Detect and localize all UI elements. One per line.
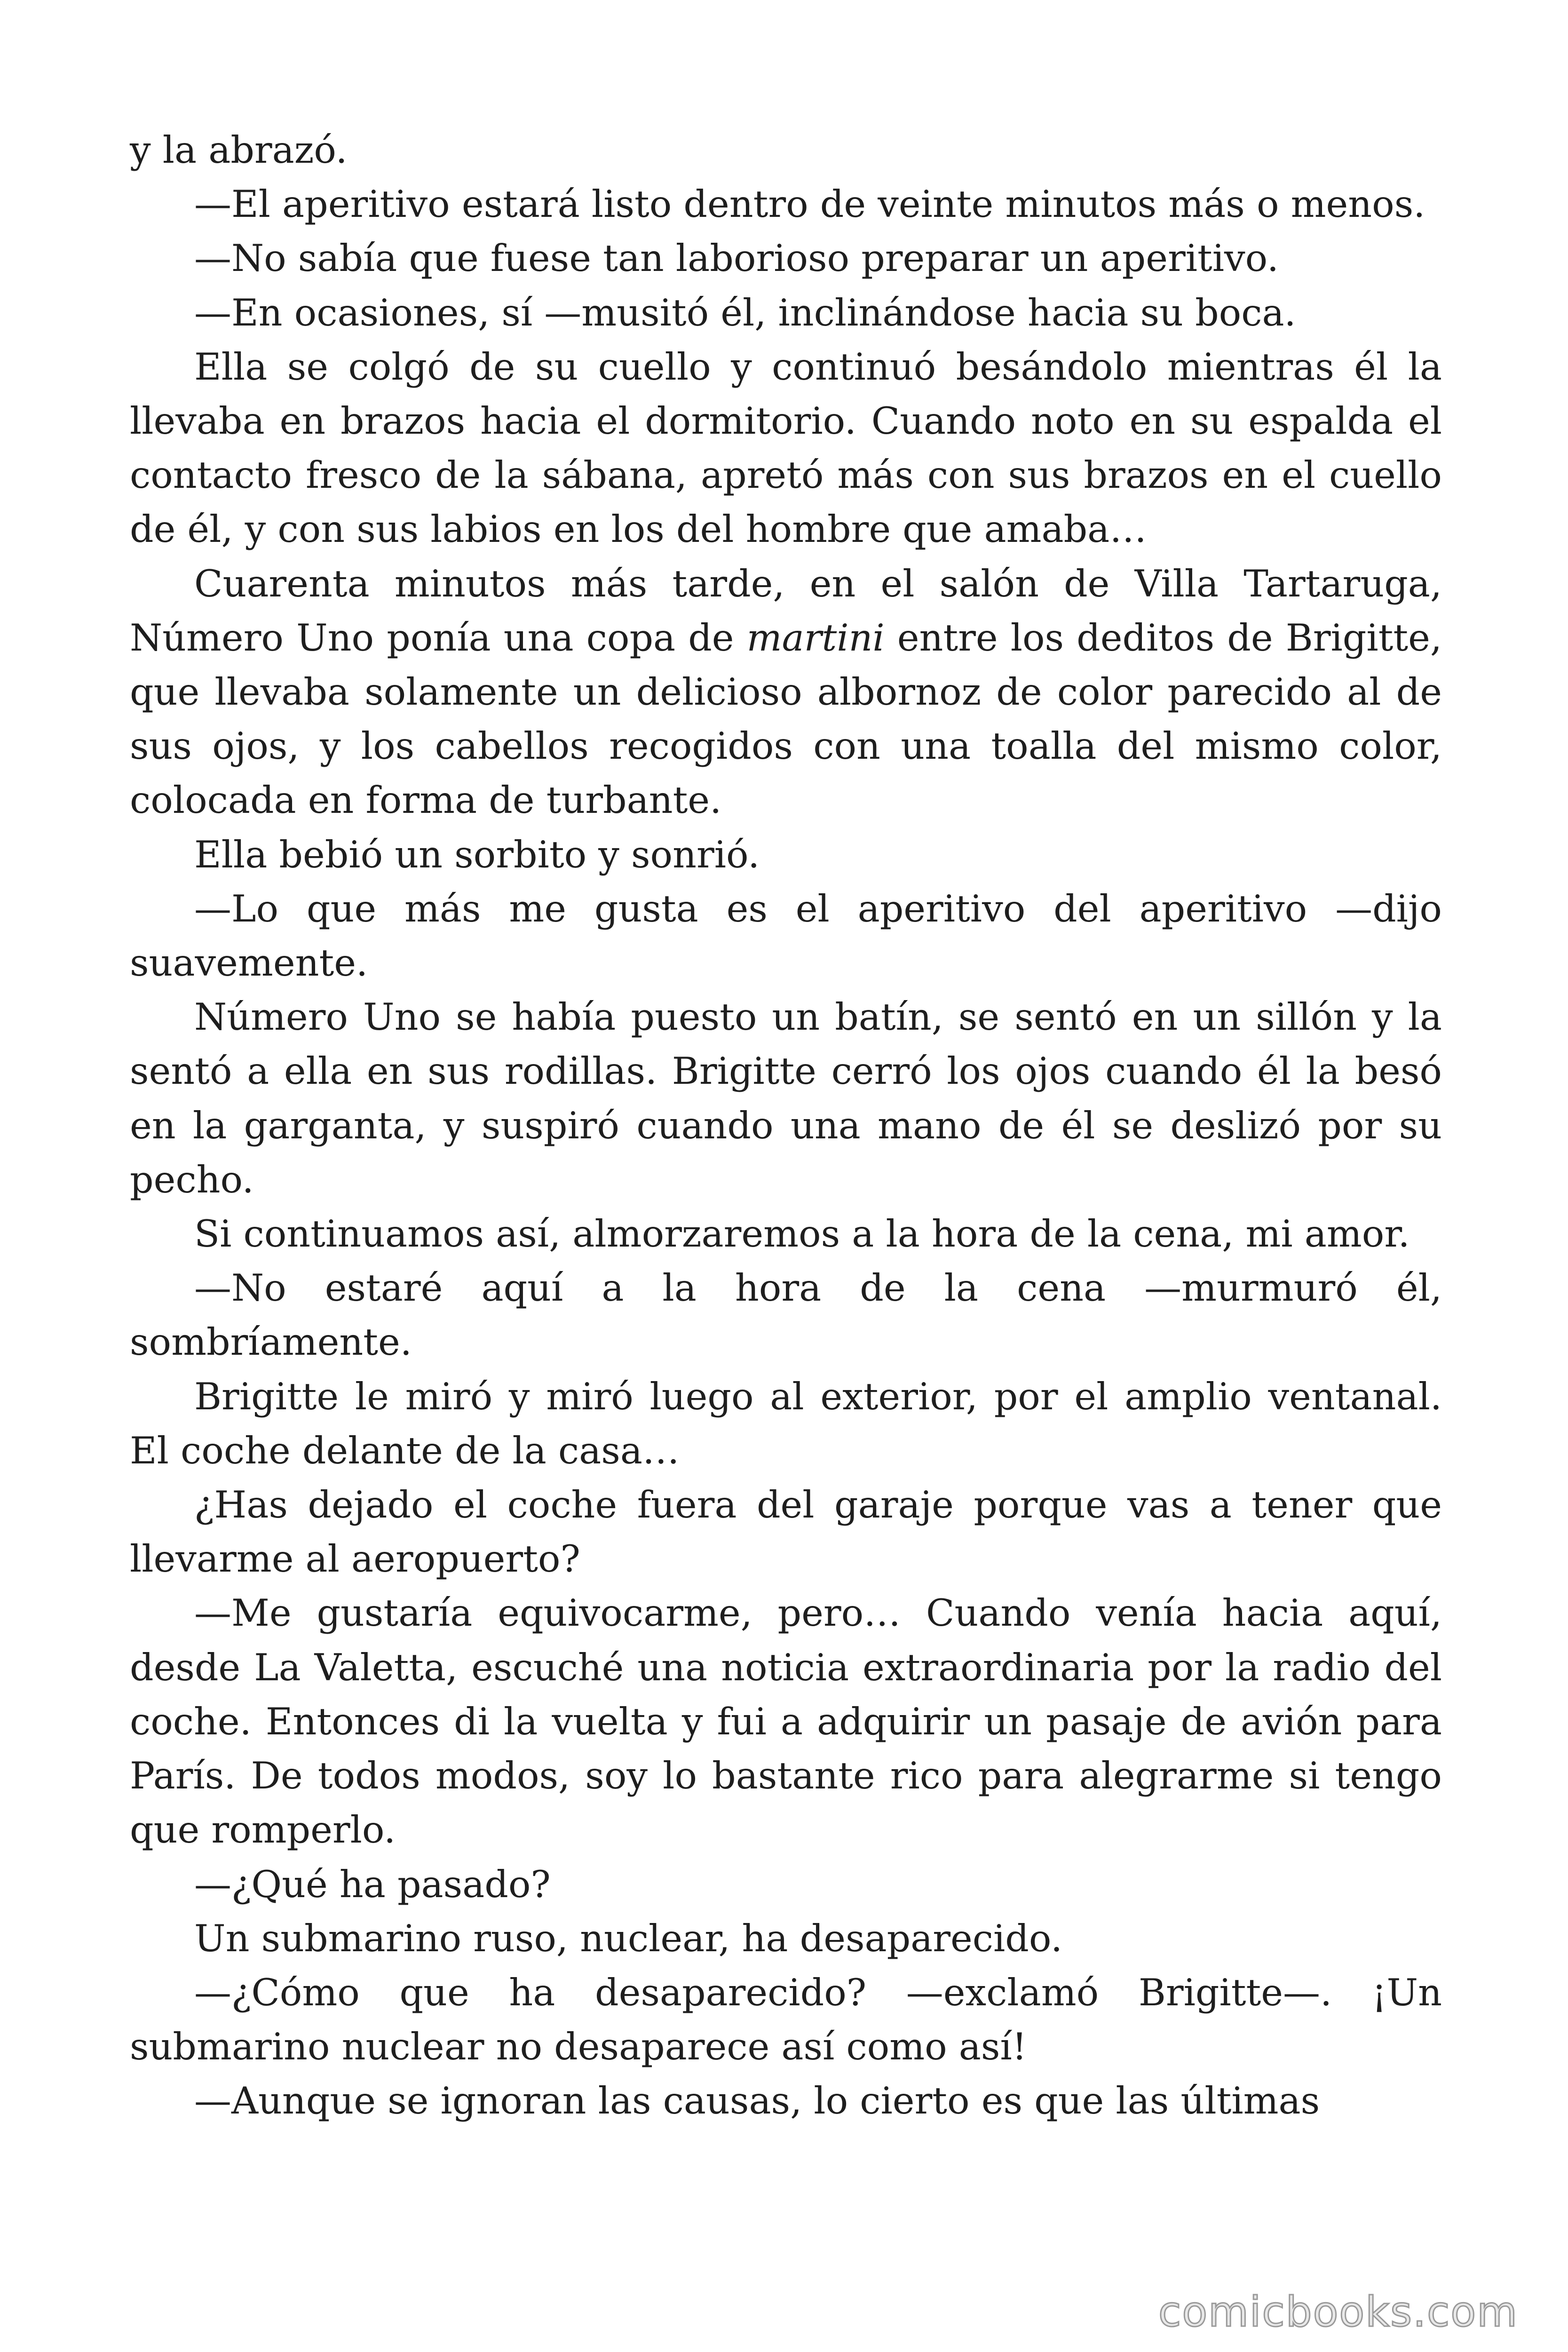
italic-martini: martini <box>746 616 885 660</box>
paragraph-9: Número Uno se había puesto un batín, se sentó en un sillón y la sentó a ella en sus rodillas. Brigitte cerró los ojos cuando él la besó en la garganta, y suspiró cuando una mano de él se deslizó por su pecho. <box>130 995 1442 1201</box>
paragraph-4: —En ocasiones, sí —musitó él, inclinándose hacia su boca. <box>194 291 1296 334</box>
paragraph-18: —Aunque se ignoran las causas, lo cierto es que las últimas <box>194 2079 1320 2123</box>
paragraph-16: Un submarino ruso, nuclear, ha desaparecido. <box>194 1916 1063 1960</box>
paragraph-11: —No estaré aquí a la hora de la cena —murmuró él, sombríamente. <box>130 1266 1442 1364</box>
paragraph-12: Brigitte le miró y miró luego al exterior, por el amplio ventanal. El coche delante de la casa… <box>130 1375 1442 1472</box>
paragraph-5: Ella se colgó de su cuello y continuó besándolo mientras él la llevaba en brazos hacia el dormitorio. Cuando noto en su espalda el contacto fresco de la sábana, apretó más con sus brazos en el cuello de él, y con sus labios en los del hombre que amaba… <box>130 345 1442 551</box>
paragraph-15: —¿Qué ha pasado? <box>194 1862 551 1906</box>
paragraph-17: —¿Cómo que ha desaparecido? —exclamó Brigitte—. ¡Un submarino nuclear no desaparece así como así! <box>130 1971 1442 2069</box>
paragraph-8: —Lo que más me gusta es el aperitivo del aperitivo —dijo suavemente. <box>130 887 1442 985</box>
paragraph-3: —No sabía que fuese tan laborioso preparar un aperitivo. <box>194 237 1279 280</box>
watermark-text: comicbooks.com <box>1158 2288 1518 2336</box>
paragraph-1: y la abrazó. <box>130 128 348 172</box>
paragraph-14: —Me gustaría equivocarme, pero… Cuando venía hacia aquí, desde La Valetta, escuché una noticia extraordinaria por la radio del coche. Entonces di la vuelta y fui a adquirir un pasaje de avión para París. De todos modos, soy lo bastante rico para alegrarme si tengo que romperlo. <box>130 1591 1442 1852</box>
paragraph-7: Ella bebió un sorbito y sonrió. <box>194 833 760 876</box>
paragraph-2: —El aperitivo estará listo dentro de veinte minutos más o menos. <box>194 183 1425 226</box>
body-text <box>130 123 1442 2129</box>
paragraph-13: ¿Has dejado el coche fuera del garaje porque vas a tener que llevarme al aeropuerto? <box>130 1483 1442 1581</box>
paragraph-10: Si continuamos así, almorzaremos a la hora de la cena, mi amor. <box>194 1212 1410 1256</box>
paragraph-6: Cuarenta minutos más tarde, en el salón de Villa Tartaruga, Número Uno ponía una copa de martini entre los deditos de Brigitte, que llevaba solamente un delicioso albornoz de color parecido al de sus ojos, y los cabellos recogidos con una toalla del mismo color, colocada en forma de turbante. <box>130 562 1442 822</box>
